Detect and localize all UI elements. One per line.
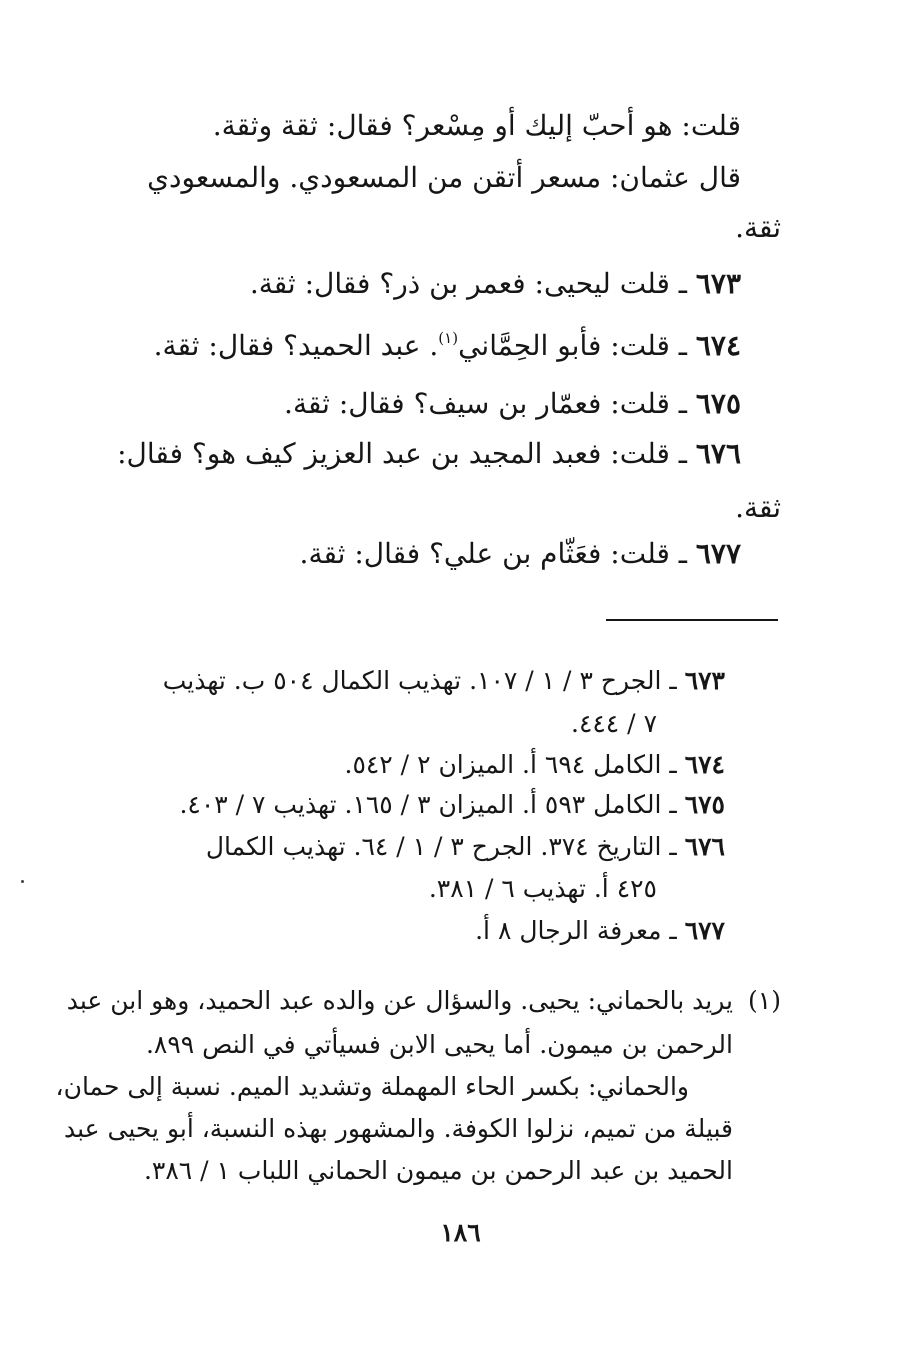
footnote-line-3: والحماني: بكسر الحاء المهملة وتشديد الميم. نسبة إلى حمان، — [55, 1072, 689, 1101]
entry-text: قلت ليحيى: فعمر بن ذر؟ فقال: ثقة. — [249, 267, 670, 300]
entry-text: قلت: فعمّار بن سيف؟ فقال: ثقة. — [284, 387, 670, 420]
entry-text-continued: . عبد الحميد؟ فقال: ثقة. — [153, 329, 439, 362]
entry-674: ٦٧٤ ـ قلت: فأبو الحِمَّاني$^{(١)}$. عبد الحميد؟ فقال: ثقة. — [153, 329, 741, 362]
entry-number: ٦٧٣ — [695, 267, 741, 300]
reference-text: الجرح ٣ / ١ / ١٠٧. تهذيب الكمال ٥٠٤ ب. تهذيب — [162, 666, 662, 695]
main-line-1: قلت: هو أحبّ إليك أو مِسْعر؟ فقال: ثقة وثقة. — [212, 109, 741, 142]
reference-text: الكامل ٦٩٤ أ. الميزان ٢ / ٥٤٢. — [344, 750, 662, 779]
footnote-marker: (١) — [748, 986, 781, 1015]
footnote-line-5: الحميد بن عبد الرحمن بن ميمون الحماني اللباب ١ / ٣٨٦. — [143, 1156, 733, 1185]
reference-674: ٦٧٤ ـ الكامل ٦٩٤ أ. الميزان ٢ / ٥٤٢. — [344, 750, 725, 779]
entry-number: ٦٧٥ — [695, 387, 741, 420]
footnote-line-4: قبيلة من تميم، نزلوا الكوفة. والمشهور بهذه النسبة، أبو يحيى عبد — [64, 1114, 733, 1143]
entry-number: ٦٧٧ — [695, 537, 741, 570]
entry-673: ٦٧٣ ـ قلت ليحيى: فعمر بن ذر؟ فقال: ثقة. — [249, 267, 741, 300]
reference-text: الكامل ٥٩٣ أ. الميزان ٣ / ١٦٥. تهذيب ٧ / ٤٠٣. — [179, 790, 662, 819]
page-number: ١٨٦ — [440, 1218, 481, 1247]
entry-676-continued: ثقة. — [735, 491, 781, 524]
entry-number: ٦٧٤ — [695, 329, 741, 362]
entry-text: قلت: فأبو الحِمَّاني — [458, 329, 670, 362]
reference-number: ٦٧٤ — [684, 750, 725, 779]
entry-number: ٦٧٦ — [695, 437, 741, 470]
entry-text: قلت: فعبد المجيد بن عبد العزيز كيف هو؟ فقال: — [117, 437, 670, 470]
reference-number: ٦٧٦ — [684, 832, 725, 861]
footnote-reference[interactable]: (١) — [438, 329, 459, 347]
reference-677: ٦٧٧ ـ معرفة الرجال ٨ أ. — [475, 916, 725, 945]
reference-number: ٦٧٣ — [684, 666, 725, 695]
footnote-line-1: يريد بالحماني: يحيى. والسؤال عن والده عبد الحميد، وهو ابن عبد — [66, 986, 733, 1015]
scan-speck — [21, 880, 24, 883]
entry-676: ٦٧٦ ـ قلت: فعبد المجيد بن عبد العزيز كيف هو؟ فقال: — [117, 437, 741, 470]
reference-number: ٦٧٥ — [684, 790, 725, 819]
reference-675: ٦٧٥ ـ الكامل ٥٩٣ أ. الميزان ٣ / ١٦٥. تهذيب ٧ / ٤٠٣. — [179, 790, 725, 819]
reference-673: ٦٧٣ ـ الجرح ٣ / ١ / ١٠٧. تهذيب الكمال ٥٠٤ ب. تهذيب — [162, 666, 725, 695]
entry-text: قلت: فعَثّام بن علي؟ فقال: ثقة. — [299, 537, 670, 570]
entry-675: ٦٧٥ ـ قلت: فعمّار بن سيف؟ فقال: ثقة. — [284, 387, 741, 420]
reference-676-continued: ٤٢٥ أ. تهذيب ٦ / ٣٨١. — [428, 874, 657, 903]
main-line-3: ثقة. — [735, 211, 781, 244]
entry-677: ٦٧٧ ـ قلت: فعَثّام بن علي؟ فقال: ثقة. — [299, 537, 741, 570]
reference-number: ٦٧٧ — [684, 916, 725, 945]
main-line-2: قال عثمان: مسعر أتقن من المسعودي. والمسعودي — [147, 161, 741, 194]
footnote-line-2: الرحمن بن ميمون. أما يحيى الابن فسيأتي في النص ٨٩٩. — [145, 1030, 733, 1059]
reference-text: التاريخ ٣٧٤. الجرح ٣ / ١ / ٦٤. تهذيب الكمال — [205, 832, 662, 861]
reference-text: معرفة الرجال ٨ أ. — [475, 916, 662, 945]
reference-676: ٦٧٦ ـ التاريخ ٣٧٤. الجرح ٣ / ١ / ٦٤. تهذيب الكمال — [205, 832, 725, 861]
reference-673-continued: ٧ / ٤٤٤. — [570, 709, 657, 738]
footnote-separator — [606, 619, 778, 621]
